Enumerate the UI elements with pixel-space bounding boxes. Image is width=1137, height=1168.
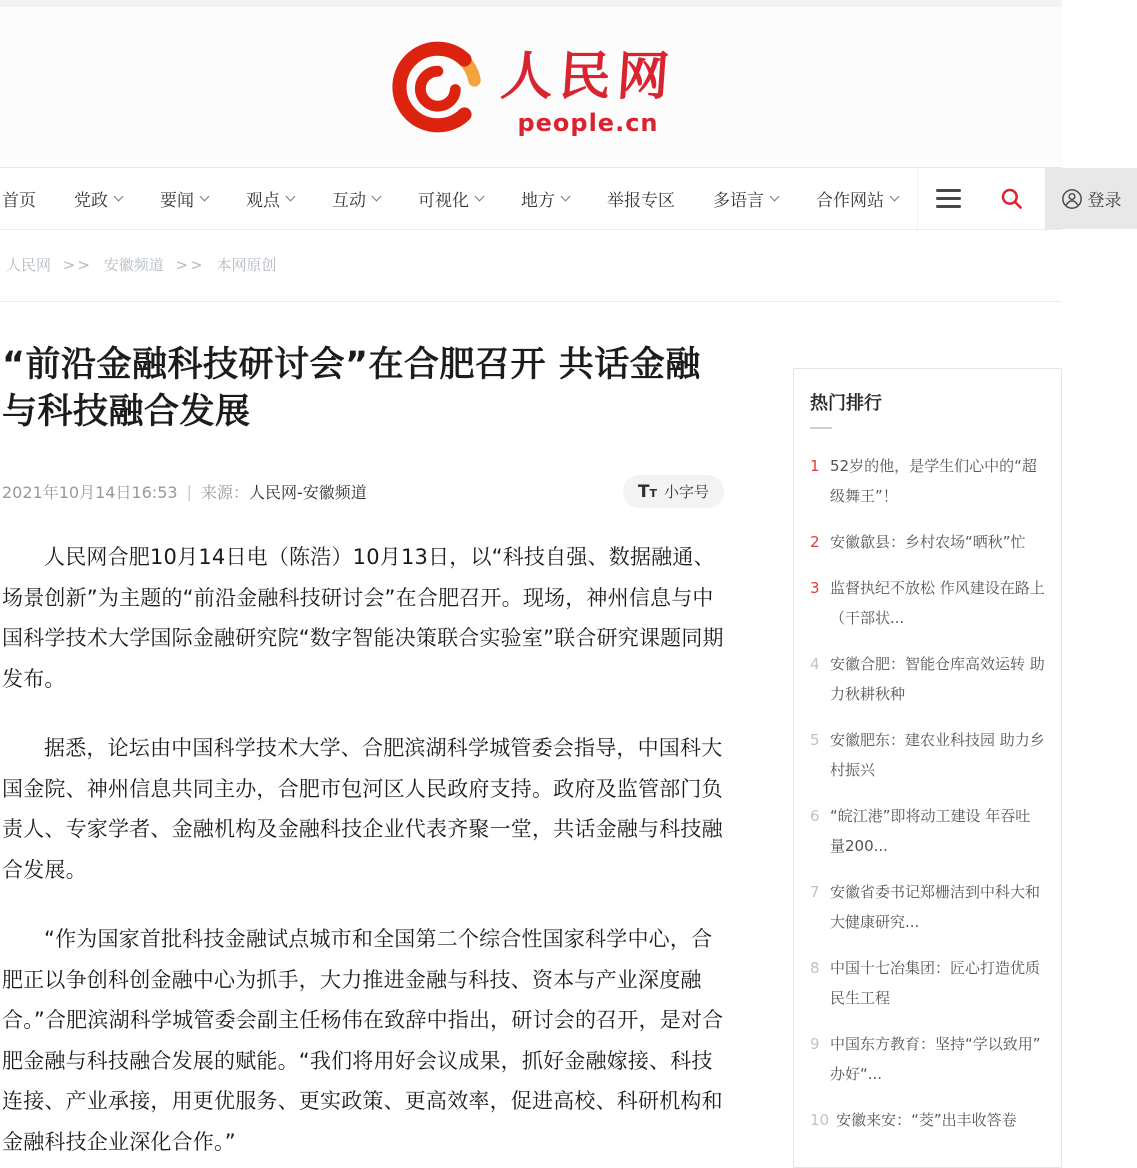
list-item[interactable] bbox=[810, 527, 1045, 557]
nav-label: 观点 bbox=[246, 191, 280, 211]
list-item[interactable] bbox=[810, 1105, 1045, 1135]
rank-number: 9 bbox=[810, 1035, 820, 1053]
nav-label: 可视化 bbox=[418, 191, 469, 211]
login-label: 登录 bbox=[1087, 191, 1122, 211]
nav-label: 合作网站 bbox=[816, 191, 884, 211]
source-link[interactable]: 人民网-安徽频道 bbox=[248, 483, 367, 503]
nav-item-interact[interactable] bbox=[313, 186, 399, 211]
breadcrumb-separator: >> bbox=[62, 256, 92, 274]
logo-text-block bbox=[498, 47, 678, 137]
chevron-down-icon bbox=[561, 192, 571, 202]
list-item[interactable] bbox=[810, 801, 1045, 861]
nav-item-multilang[interactable] bbox=[694, 186, 797, 211]
chevron-down-icon bbox=[890, 192, 900, 202]
menu-button[interactable] bbox=[917, 168, 979, 229]
font-size-label: 小字号 bbox=[663, 483, 709, 502]
nav-item-opinion[interactable] bbox=[227, 186, 313, 211]
nav-label: 多语言 bbox=[713, 191, 764, 211]
hot-item-text: 安徽歙县：乡村农场“晒秋”忙 bbox=[830, 533, 1026, 551]
chevron-down-icon bbox=[114, 192, 124, 202]
font-size-icon: T T bbox=[637, 481, 657, 502]
article-source bbox=[201, 480, 367, 503]
nav-item-home[interactable] bbox=[0, 186, 55, 211]
site-header bbox=[0, 7, 1062, 168]
rank-number: 5 bbox=[810, 731, 820, 749]
hot-item-text: 安徽合肥：智能仓库高效运转 助力秋耕秋种 bbox=[830, 655, 1045, 703]
nav-item-partners[interactable] bbox=[797, 186, 917, 211]
breadcrumb-link-people[interactable]: 人民网 bbox=[6, 256, 52, 274]
list-item[interactable] bbox=[810, 877, 1045, 937]
hot-ranking-title: 热门排行 bbox=[810, 393, 882, 414]
top-strip bbox=[0, 0, 1062, 7]
list-item[interactable] bbox=[810, 451, 1045, 511]
nav-items bbox=[0, 186, 917, 211]
main-nav bbox=[0, 168, 1122, 230]
rank-number: 1 bbox=[810, 457, 820, 475]
hot-item-text: 监督执纪不放松 作风建设在路上（干部状... bbox=[830, 579, 1045, 627]
chevron-down-icon bbox=[200, 192, 210, 202]
rank-number: 3 bbox=[810, 579, 820, 597]
title-underline bbox=[810, 427, 832, 429]
search-button[interactable] bbox=[979, 168, 1045, 229]
breadcrumb-link-anhui[interactable]: 安徽频道 bbox=[103, 256, 164, 274]
hot-item-text: 中国东方教育：坚持“学以致用” 办好“... bbox=[830, 1035, 1041, 1083]
hot-item-text: 安徽来安：“茭”出丰收答卷 bbox=[836, 1111, 1017, 1129]
hot-item-text: 中国十七冶集团：匠心打造优质民生工程 bbox=[830, 959, 1041, 1007]
hot-item-text: 安徽肥东：建农业科技园 助力乡村振兴 bbox=[830, 731, 1045, 779]
chevron-down-icon bbox=[475, 192, 485, 202]
hamburger-icon bbox=[936, 205, 961, 208]
people-cn-logo[interactable] bbox=[387, 37, 678, 137]
list-item[interactable] bbox=[810, 1029, 1045, 1089]
breadcrumb-separator: >> bbox=[175, 256, 205, 274]
nav-label: 党政 bbox=[74, 191, 108, 211]
nav-item-visual[interactable] bbox=[399, 186, 502, 211]
page-title: “前沿金融科技研讨会”在合肥召开 共话金融与科技融合发展 bbox=[2, 345, 701, 432]
nav-item-party[interactable] bbox=[55, 186, 141, 211]
meta-separator: | bbox=[186, 482, 192, 502]
article bbox=[0, 342, 728, 1162]
nav-item-news[interactable] bbox=[141, 186, 227, 211]
nav-label: 首页 bbox=[2, 191, 36, 211]
swirl-logo-icon bbox=[387, 37, 487, 137]
user-icon bbox=[1061, 188, 1083, 210]
article-meta bbox=[2, 475, 724, 508]
logo-domain-text: people.cn bbox=[517, 109, 659, 137]
chevron-down-icon bbox=[372, 192, 382, 202]
article-paragraph: “作为国家首批科技金融试点城市和全国第二个综合性国家科学中心，合肥正以争创科创金融中心为抓手，大力推进金融与科技、资本与产业深度融合。”合肥滨湖科学城管委会副主任杨伟在致辞中指出，研讨会的召开，是对合肥金融与科技融合发展的赋能。“我们将用好会议成果，抓好金融嫁接、科技连接、产业承接，用更优服务、更实政策、更高效率，促进高校、科研机构和金融科技企业深化合作。” bbox=[2, 927, 724, 1154]
breadcrumb-link-original[interactable]: 本网原创 bbox=[216, 256, 277, 274]
hot-ranking-list bbox=[810, 451, 1045, 1135]
font-size-button[interactable] bbox=[623, 475, 724, 508]
rank-number: 10 bbox=[810, 1111, 830, 1129]
rank-number: 7 bbox=[810, 883, 820, 901]
hamburger-icon bbox=[936, 197, 961, 200]
nav-item-report[interactable] bbox=[588, 186, 694, 211]
rank-number: 4 bbox=[810, 655, 820, 673]
list-item[interactable] bbox=[810, 573, 1045, 633]
list-item[interactable] bbox=[810, 725, 1045, 785]
nav-item-local[interactable] bbox=[502, 186, 588, 211]
nav-label: 互动 bbox=[332, 191, 366, 211]
hot-ranking-panel bbox=[793, 368, 1062, 1168]
rank-number: 8 bbox=[810, 959, 820, 977]
list-item[interactable] bbox=[810, 649, 1045, 709]
article-paragraph: 人民网合肥10月14日电（陈浩）10月13日，以“科技自强、数据融通、场景创新”为主题的“前沿金融科技研讨会”在合肥召开。现场，神州信息与中国科学技术大学国际金融研究院“数字智能决策联合实验室”联合研究课题同期发布。 bbox=[2, 545, 724, 691]
hot-item-text: “皖江港”即将动工建设 年吞吐量200... bbox=[830, 807, 1031, 855]
nav-label: 要闻 bbox=[160, 191, 194, 211]
rank-number: 6 bbox=[810, 807, 820, 825]
login-button[interactable] bbox=[1045, 168, 1137, 229]
search-icon bbox=[999, 186, 1025, 212]
nav-label: 举报专区 bbox=[607, 191, 675, 211]
hot-item-text: 安徽省委书记郑栅洁到中科大和大健康研究... bbox=[830, 883, 1041, 931]
hot-item-text: 52岁的他，是学生们心中的“超级舞王”！ bbox=[830, 457, 1037, 505]
nav-controls bbox=[917, 168, 1137, 229]
hamburger-icon bbox=[936, 189, 961, 192]
article-paragraph: 据悉，论坛由中国科学技术大学、合肥滨湖科学城管委会指导，中国科大国金院、神州信息共同主办，合肥市包河区人民政府支持。政府及监管部门负责人、专家学者、金融机构及金融科技企业代表齐聚一堂，共话金融与科技融合发展。 bbox=[2, 736, 723, 882]
chevron-down-icon bbox=[770, 192, 780, 202]
logo-cn-text: 人民网 bbox=[498, 47, 678, 107]
list-item[interactable] bbox=[810, 953, 1045, 1013]
rank-number: 2 bbox=[810, 533, 820, 551]
article-date: 2021年10月14日16:53 bbox=[2, 483, 178, 503]
breadcrumb bbox=[0, 230, 1062, 301]
chevron-down-icon bbox=[286, 192, 296, 202]
source-label: 来源： bbox=[200, 483, 249, 503]
nav-label: 地方 bbox=[521, 191, 555, 211]
